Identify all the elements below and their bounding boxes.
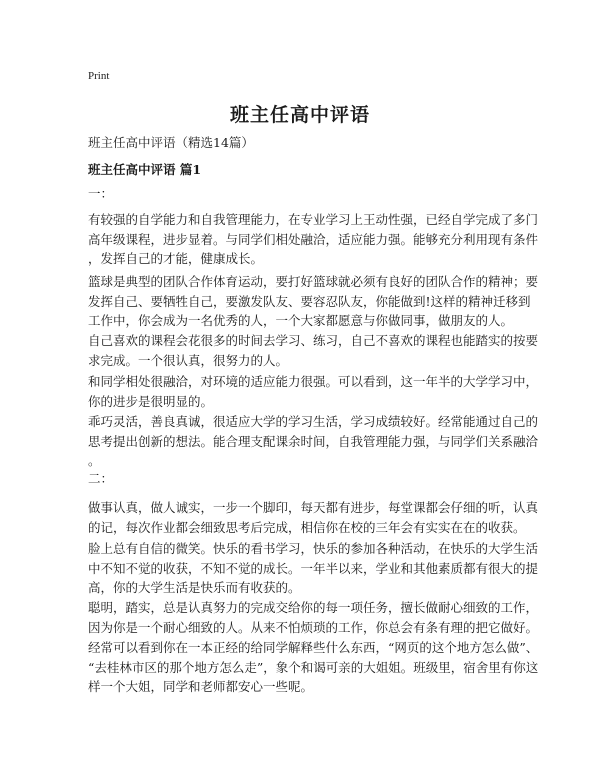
paragraph-line: 做事认真，做人诚实，一步一个脚印，每天都有进步，每堂课都会仔细的听，认真: [88, 500, 539, 515]
paragraph-line: “去桂林市区的那个地方怎么走”，象个和谒可亲的大姐姐。班级里，宿舍里有你这: [88, 659, 539, 675]
part-label-2: 二：: [88, 471, 114, 486]
paragraph-line: 思考提出创新的想法。能合理支配课余时间，自我管理能力强，与同学们关系融洽: [88, 433, 539, 449]
paragraph-line: 。: [88, 453, 101, 468]
paragraph-line: 样一个大姐，同学和老师都安心一些呢。: [88, 679, 314, 694]
print-link[interactable]: Print: [88, 70, 110, 82]
paragraph-line: ，发挥自己的才能，健康成长。: [88, 251, 264, 266]
paragraph-line: 自己喜欢的课程会花很多的时间去学习、练习，自己不喜欢的课程也能踏实的按要: [88, 333, 539, 348]
paragraph-line: 乖巧灵活，善良真诚，很适应大学的学习生活，学习成绩较好。经常能通过自己的: [88, 414, 539, 429]
paragraph-line: 聪明，踏实，总是认真努力的完成交给你的每一项任务，擅长做耐心细致的工作，: [88, 600, 539, 615]
paragraph-line: 篮球是典型的团队合作体育运动，要打好篮球就必须有良好的团队合作的精神；要: [88, 274, 539, 289]
paragraph-line: 和同学相处很融洽，对环境的适应能力很强。可以看到，这一年半的大学学习中，: [88, 374, 539, 389]
section-heading: 班主任高中评语 篇1: [88, 162, 202, 177]
paragraph-line: 高年级课程，进步显着。与同学们相处融洽，适应能力强。能够充分利用现有条件: [88, 231, 539, 247]
paragraph-4: [88, 372, 539, 411]
paragraph-line: 有较强的自学能力和自我管理能力，在专业学习上王动性强，已经自学完成了多门: [88, 212, 539, 227]
paragraph-line: 你的进步是很明显的。: [88, 393, 214, 409]
paragraph-line: 高，你的大学生活是快乐而有收获的。: [88, 580, 301, 595]
paragraph-5: [88, 412, 539, 471]
paragraph-line: 中不知不觉的收获，不知不觉的成长。一年半以来，学业和其他素质都有很大的提: [88, 560, 539, 576]
paragraph-6: [88, 498, 539, 537]
paragraph-line: 工作中，你会成为一名优秀的人，一个大家都愿意与你做同事，做朋友的人。: [88, 313, 514, 328]
paragraph-7: [88, 539, 539, 598]
paragraph-2: [88, 272, 539, 331]
paragraph-8: [88, 598, 539, 637]
paragraph-line: 的记，每次作业都会细致思考后完成，相信你在校的三年会有实实在在的收获。: [88, 519, 526, 535]
document-subtitle: 班主任高中评语（精选14篇）: [88, 135, 254, 150]
paragraph-line: 发挥自己、要牺牲自己，要激发队友、要容忍队友，你能做到!这样的精神迁移到: [88, 293, 531, 309]
paragraph-line: 脸上总有自信的微笑。快乐的看书学习，快乐的参加各种活动，在快乐的大学生活: [88, 541, 539, 556]
part-label-1: 一：: [88, 186, 114, 201]
paragraph-3: [88, 331, 539, 370]
paragraph-9: [88, 638, 539, 697]
paragraph-1: [88, 210, 539, 269]
paragraph-line: 经常可以看到你在一本正经的给同学解释些什么东西，“网页的这个地方怎么做”、: [88, 640, 539, 655]
paragraph-line: 因为你是一个耐心细致的人。从来不怕烦琐的工作，你总会有条有理的把它做好。: [88, 619, 539, 635]
paragraph-line: 求完成。一个很认真，很努力的人。: [88, 352, 289, 368]
document-title: 班主任高中评语: [229, 104, 370, 126]
